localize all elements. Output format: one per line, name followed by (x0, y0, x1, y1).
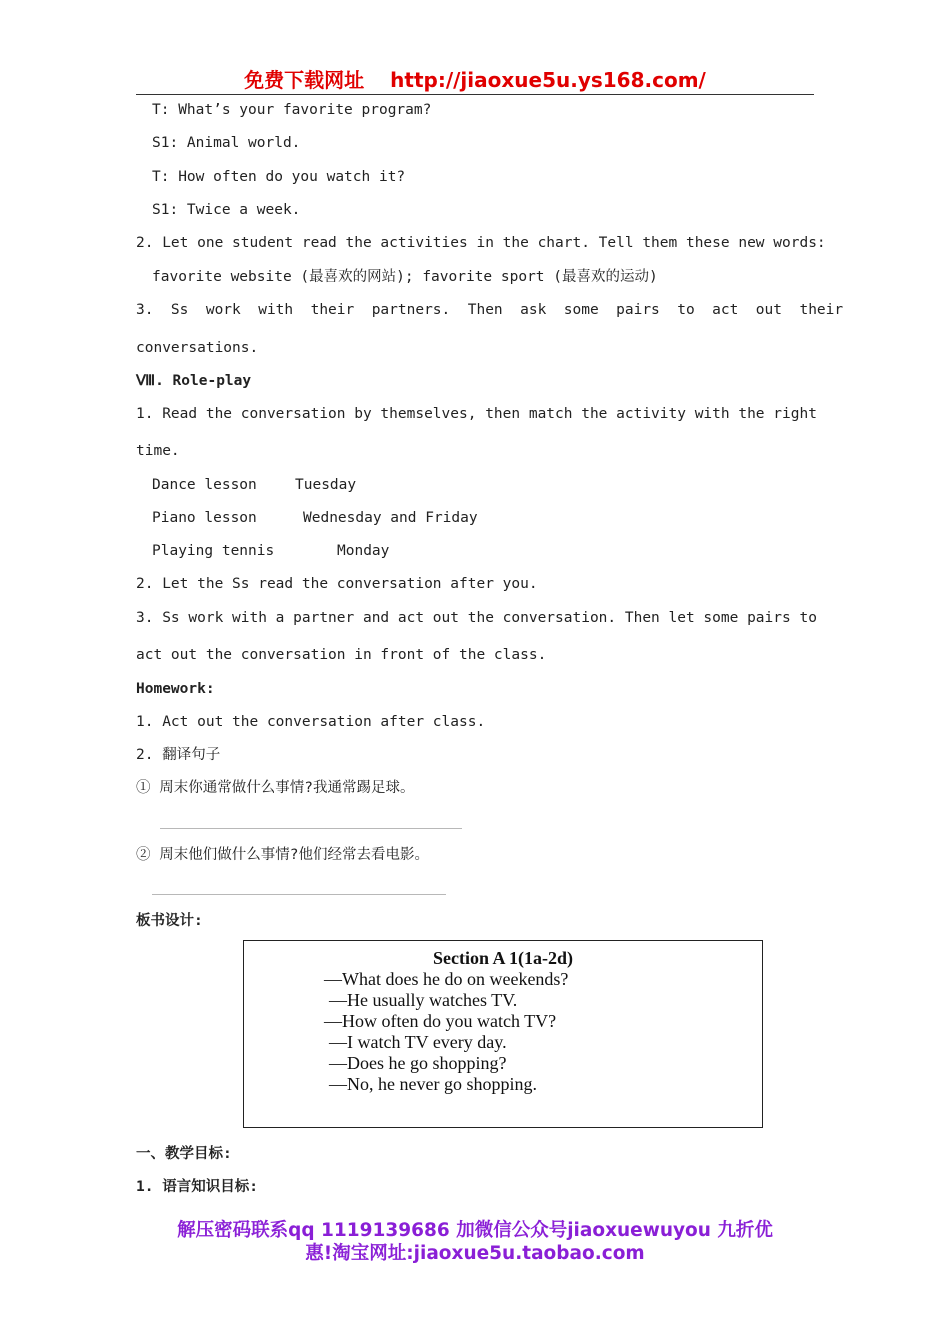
objectives-heading: 一、教学目标: (136, 1146, 232, 1162)
paragraph-line: 2. Let one student read the activities in the chart. Tell them these new words: (136, 235, 826, 251)
paragraph-line: 1. Read the conversation by themselves, then match the activity with the right (136, 406, 817, 422)
board-line: —How often do you watch TV? (324, 1011, 557, 1031)
answer-blank (160, 828, 462, 829)
match-activity: Playing tennis (152, 543, 275, 559)
paragraph-line: conversations. (136, 340, 259, 356)
dialogue-line: T: What’s your favorite program? (152, 102, 432, 118)
board-line: —What does he do on weekends? (324, 969, 569, 989)
translation-question: ② 周末他们做什么事情?他们经常去看电影。 (136, 847, 429, 863)
board-line: —I watch TV every day. (329, 1032, 507, 1052)
paragraph-line: act out the conversation in front of the class. (136, 647, 547, 663)
homework-item: 1. Act out the conversation after class. (136, 714, 486, 730)
section-heading: Ⅷ. Role-play (136, 373, 252, 389)
match-activity: Piano lesson (152, 510, 257, 526)
page-header (136, 66, 814, 95)
translation-question: ① 周末你通常做什么事情?我通常踢足球。 (136, 780, 415, 796)
homework-item: 2. 翻译句子 (136, 747, 221, 763)
dialogue-line: T: How often do you watch it? (152, 169, 406, 185)
dialogue-line: S1: Animal world. (152, 135, 301, 151)
objectives-subheading: 1. 语言知识目标: (136, 1179, 258, 1195)
match-time: Wednesday and Friday (303, 510, 478, 526)
board-line: —Does he go shopping? (329, 1053, 507, 1073)
footer-line: 解压密码联系qq 1119139686 加微信公众号jiaoxuewuyou 九折优 (177, 1220, 773, 1241)
board-design-box (243, 940, 763, 1128)
homework-heading: Homework: (136, 681, 215, 697)
header-title: 免费下载网址 (244, 68, 365, 92)
paragraph-line: 2. Let the Ss read the conversation after you. (136, 576, 538, 592)
header-url[interactable]: http://jiaoxue5u.ys168.com/ (390, 68, 706, 92)
paragraph-line: 3. Ss work with a partner and act out the conversation. Then let some pairs to (136, 610, 817, 626)
paragraph-line: 3. Ss work with their partners. Then ask some pairs to act out their (136, 302, 844, 318)
match-time: Monday (337, 543, 390, 559)
board-title: Section A 1(1a-2d) (432, 948, 573, 968)
match-activity: Dance lesson (152, 477, 257, 493)
footer-line: 惠!淘宝网址:jiaoxue5u.taobao.com (305, 1243, 645, 1264)
paragraph-line: favorite website (最喜欢的网站); favorite sport (最喜欢的运动) (152, 269, 658, 285)
paragraph-line: time. (136, 443, 180, 459)
dialogue-line: S1: Twice a week. (152, 202, 301, 218)
answer-blank (152, 894, 446, 895)
board-line: —No, he never go shopping. (329, 1074, 537, 1094)
board-design-heading: 板书设计: (136, 913, 203, 929)
board-line: —He usually watches TV. (329, 990, 518, 1010)
match-time: Tuesday (295, 477, 357, 493)
